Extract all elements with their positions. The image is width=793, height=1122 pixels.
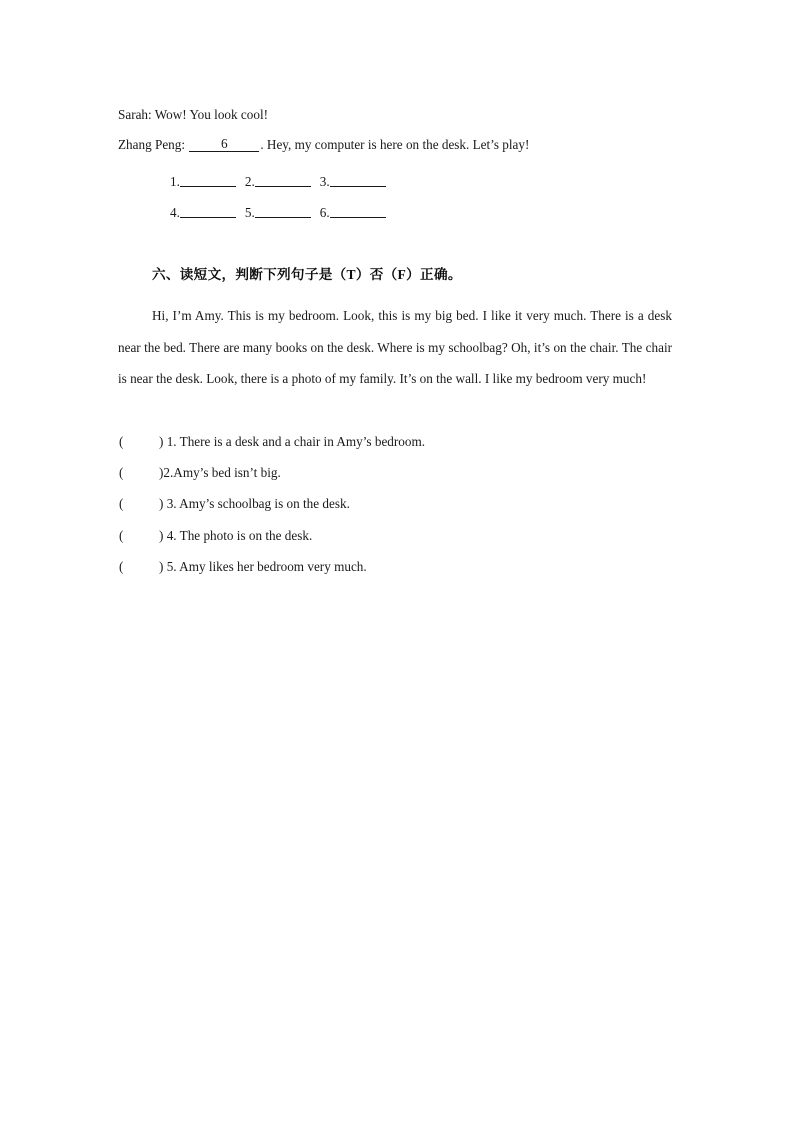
true-false-row xyxy=(119,520,619,551)
dialogue-text-sarah: Wow! You look cool! xyxy=(154,107,268,122)
question-number-4: 4. xyxy=(166,527,177,543)
speaker-label-sarah: Sarah: xyxy=(118,107,152,122)
answer-blanks-grid xyxy=(170,166,470,228)
answer-blank-number-2: 2. xyxy=(244,174,255,189)
answer-blank-rule-2[interactable] xyxy=(255,175,311,187)
answer-bracket-close: ) xyxy=(159,465,164,481)
question-statement-5: Amy likes her bedroom very much. xyxy=(179,558,367,574)
dialogue-text-zhangpeng: . Hey, my computer is here on the desk. Let’s play! xyxy=(260,137,530,152)
true-false-question-list xyxy=(119,426,619,582)
answer-blank-rule-3[interactable] xyxy=(330,175,386,187)
answer-blank-rule-1[interactable] xyxy=(180,175,236,187)
speaker-label-zhangpeng: Zhang Peng: xyxy=(118,137,186,152)
answer-blank-number-5: 5. xyxy=(244,205,255,220)
answer-blank-number-3: 3. xyxy=(319,174,330,189)
answer-blank-row xyxy=(170,166,470,197)
reading-passage: Hi, I’m Amy. This is my bedroom. Look, this is my big bed. I like it very much. There is a desk near the bed. There are many books on the desk. Where is my schoolbag? Oh, it’s on the chair. The chair is near the desk. Look, there is a photo of my family. It’s on the wall. I like my bedroom very much! xyxy=(118,308,672,386)
answer-bracket-open[interactable]: ( xyxy=(119,434,124,449)
true-false-row xyxy=(119,488,619,519)
true-false-row xyxy=(119,551,619,582)
question-number-3: 3. xyxy=(166,496,177,512)
question-number-1: 1. xyxy=(166,434,177,449)
answer-blank-rule-5[interactable] xyxy=(255,206,311,218)
answer-bracket-open[interactable]: ( xyxy=(119,465,124,481)
dialogue-answer-blank[interactable]: 6 xyxy=(189,137,259,152)
true-false-row xyxy=(119,426,619,457)
question-statement-3: Amy’s schoolbag is on the desk. xyxy=(179,496,350,512)
answer-bracket-close: ) xyxy=(159,434,164,449)
answer-blank-number-1: 1. xyxy=(170,174,180,189)
answer-blank-number-6: 6. xyxy=(319,205,330,220)
answer-blank-item-6 xyxy=(320,205,386,220)
question-statement-4: The photo is on the desk. xyxy=(179,527,313,543)
dialogue-line-zhangpeng xyxy=(118,130,678,160)
answer-blank-item-2 xyxy=(245,174,319,189)
question-number-5: 5. xyxy=(166,558,177,574)
answer-bracket-close: ) xyxy=(159,558,164,574)
answer-blank-item-3 xyxy=(320,174,386,189)
answer-blank-number-4: 4. xyxy=(170,205,180,220)
answer-blank-item-5 xyxy=(245,205,319,220)
answer-blank-item-1 xyxy=(170,174,244,189)
question-number-2: 2. xyxy=(163,465,174,481)
answer-bracket-open[interactable]: ( xyxy=(119,496,124,512)
answer-bracket-close: ) xyxy=(159,527,164,543)
answer-blank-rule-4[interactable] xyxy=(180,206,236,218)
section-heading: 六、读短文，判断下列句子是（T）否（F）正确。 xyxy=(152,267,462,282)
answer-blank-row xyxy=(170,197,470,228)
question-statement-1: There is a desk and a chair in Amy’s bedroom. xyxy=(179,434,426,449)
question-statement-2: Amy’s bed isn’t big. xyxy=(173,465,281,481)
true-false-row xyxy=(119,457,619,488)
answer-bracket-open[interactable]: ( xyxy=(119,558,124,574)
answer-bracket-open[interactable]: ( xyxy=(119,527,124,543)
answer-bracket-close: ) xyxy=(159,496,164,512)
dialogue-line-sarah xyxy=(118,100,678,130)
answer-blank-rule-6[interactable] xyxy=(330,206,386,218)
dialogue-block xyxy=(118,100,678,160)
answer-blank-item-4 xyxy=(170,205,244,220)
